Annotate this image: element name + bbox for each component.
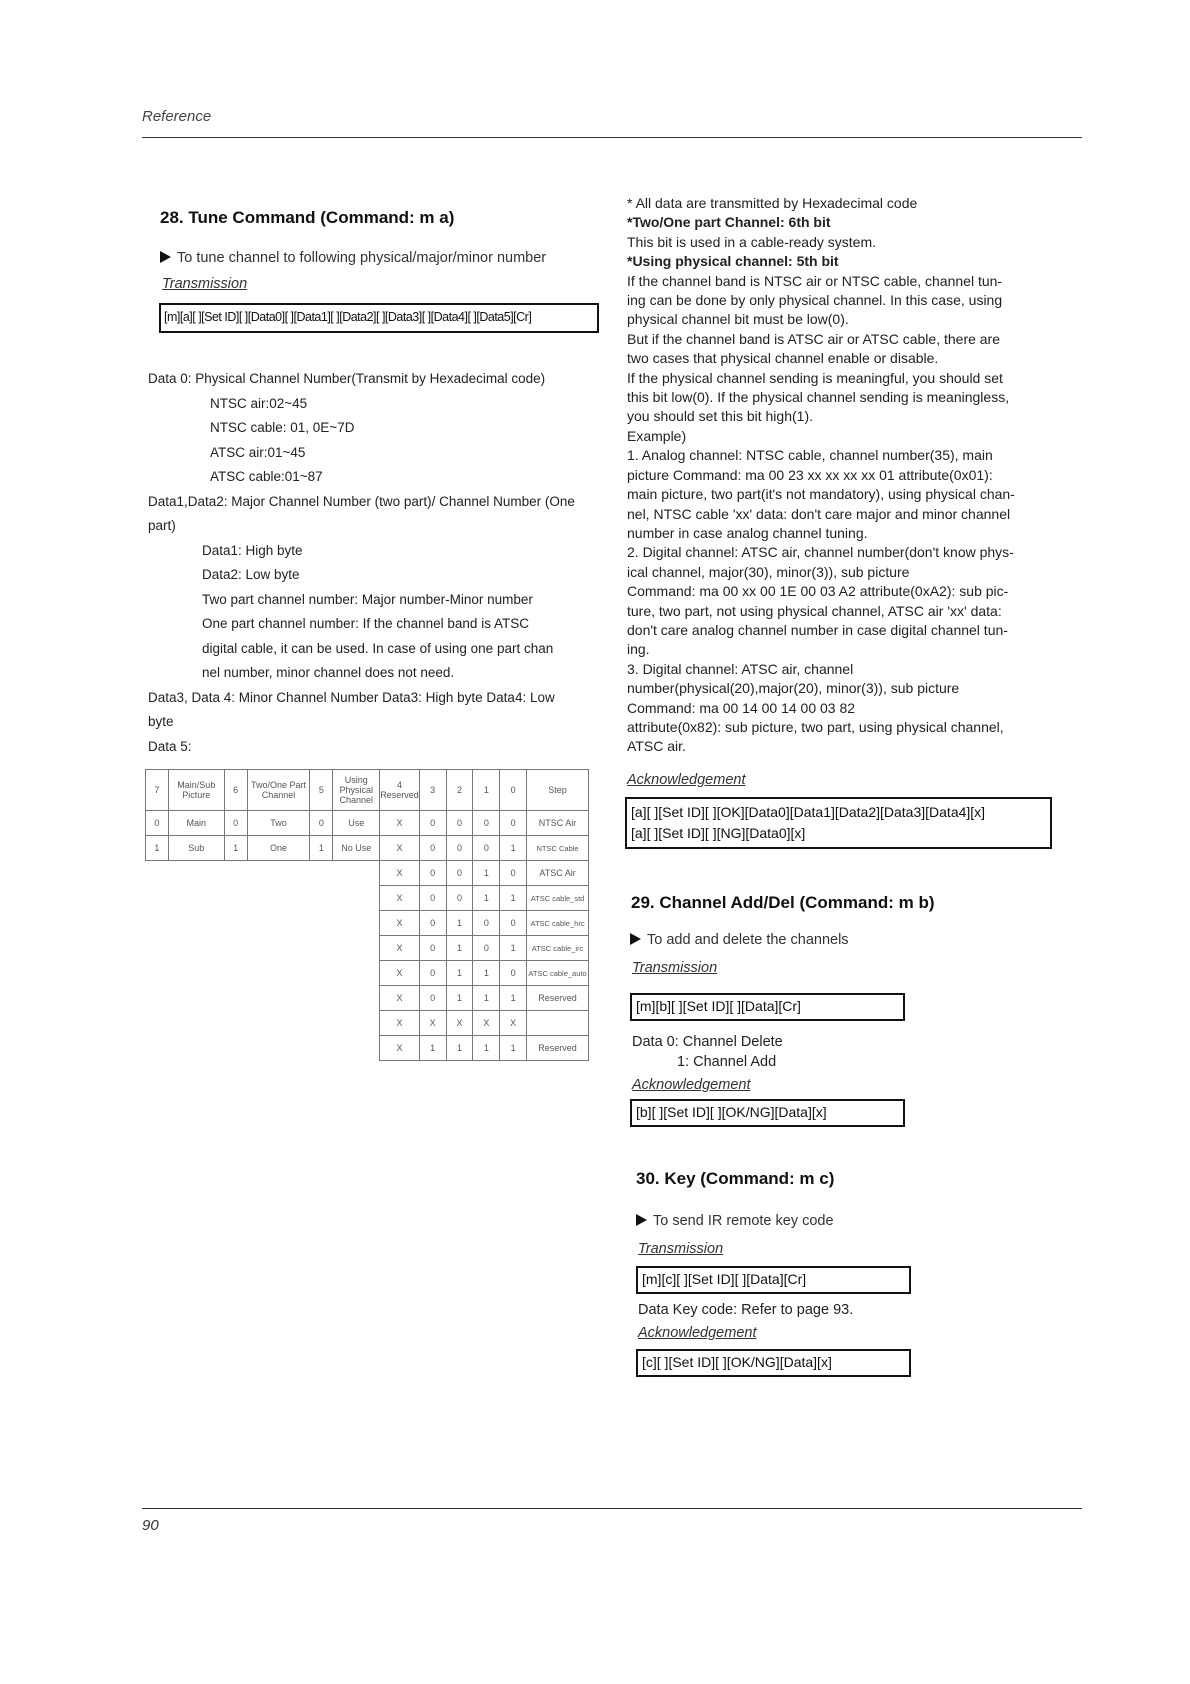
bit-table-cell [224,911,247,936]
data-line: Data 5: [148,738,192,754]
bit-table-cell [146,886,169,911]
bit-table-cell [224,861,247,886]
section-29-transmission-label: Transmission [632,960,718,976]
bit-table-cell: 1 [473,1036,500,1061]
note-line: Command: ma 00 14 00 14 00 03 82 [627,699,856,716]
bit-table-cell: 1 [446,936,473,961]
bit-table-cell [168,986,224,1011]
note-line: physical channel bit must be low(0). [627,311,849,328]
section-29-data-line1: Data 0: Channel Delete [632,1034,783,1050]
data-line: Data 0: Physical Channel Number(Transmit by Hexadecimal code) [148,371,546,386]
section-30-intro-text: To send IR remote key code [653,1213,834,1229]
bit-table-cell: X [500,1011,527,1036]
bit-table-header-cell: 7 [146,770,169,811]
bit-table-cell [247,961,310,986]
bit-table-cell [310,936,333,961]
bit-table-cell: 0 [473,936,500,961]
bit-table-header-cell: Step [527,770,589,811]
bit-table-cell: 1 [146,836,169,861]
footer-rule [142,1508,1082,1509]
bit-table-cell: 0 [146,811,169,836]
note-line: 3. Digital channel: ATSC air, channel [627,660,854,677]
bit-table-cell [333,961,380,986]
note-line: ture, two part, not using physical channel, ATSC air 'xx' data: [627,602,1002,619]
bit-table-cell: 1 [473,861,500,886]
data-line: Data1,Data2: Major Channel Number (two part)/ Channel Number (One [148,493,575,509]
bit-table-cell: X [380,886,420,911]
bit-table-cell [333,886,380,911]
data-line: digital cable, it can be used. In case of using one part chan [202,640,554,656]
section-29-data-line2: 1: Channel Add [677,1054,777,1070]
bit-table-cell: Reserved [527,986,589,1011]
bit-table-cell: 0 [419,986,446,1011]
bit-table-cell [168,886,224,911]
bit-table-cell: 0 [419,911,446,936]
bit-table-cell: Sub [168,836,224,861]
note-line: ical channel, major(30), minor(3)), sub picture [627,563,910,580]
bit-table-cell [333,936,380,961]
bit-table-cell: 0 [500,961,527,986]
bit-table-cell [146,961,169,986]
arrow-icon [636,1214,647,1226]
bit-table-cell: 0 [500,911,527,936]
bit-table-cell: 0 [446,811,473,836]
data-line: Data2: Low byte [202,567,300,582]
bit-table-cell [168,911,224,936]
section-30-ack-box: [c][ ][Set ID][ ][OK/NG][Data][x] [636,1349,911,1377]
section-28-transmission-label: Transmission [162,276,248,292]
bit-table-cell [168,1036,224,1061]
section-29-intro [630,932,849,948]
bit-table-cell [146,1036,169,1061]
bit-table-header-cell: 6 [224,770,247,811]
bit-table-cell [146,936,169,961]
arrow-icon [630,933,641,945]
bit-table-cell: X [380,811,420,836]
bit-table-row [146,911,589,936]
bit-table-header-cell: 2 [446,770,473,811]
bit-table-cell: 0 [446,861,473,886]
note-line: you should set this bit high(1). [627,408,813,425]
bit-table-row [146,961,589,986]
bit-table-cell: 0 [500,811,527,836]
bit-table-cell: Main [168,811,224,836]
section-29-transmission-box: [m][b][ ][Set ID][ ][Data][Cr] [630,993,905,1021]
note-line: picture Command: ma 00 23 xx xx xx xx 01 attribute(0x01): [627,466,993,483]
note-line: ATSC air. [627,738,686,755]
bit-table-cell [310,886,333,911]
bit-table-cell: 1 [500,1036,527,1061]
section-29-title: 29. Channel Add/Del (Command: m b) [631,893,935,912]
data-line: NTSC cable: 01, 0E~7D [210,420,355,435]
bit-table-cell: 1 [446,1036,473,1061]
note-line: main picture, two part(it's not mandatory), using physical chan- [627,486,1015,503]
bit-table-cell: 1 [224,836,247,861]
bit-table-cell [224,1036,247,1061]
bit-table-cell: 0 [446,886,473,911]
bit-table-cell [333,1011,380,1036]
note-line: If the physical channel sending is meaningful, you should set [627,369,1003,386]
bit-table-cell: 1 [473,886,500,911]
bit-table-cell [247,911,310,936]
bit-table-cell: 1 [500,986,527,1011]
bit-table-header-cell: 5 [310,770,333,811]
bit-table-cell: Use [333,811,380,836]
bit-table-row [146,1036,589,1061]
bit-table-cell [224,961,247,986]
bit-table-cell [224,1011,247,1036]
note-line: ing. [627,641,650,658]
bit-table-cell: X [380,986,420,1011]
bit-table-cell: NTSC Air [527,811,589,836]
page-number: 90 [142,1517,159,1534]
bit-table-header-cell: Using Physical Channel [333,770,380,811]
note-line: number(physical(20),major(20), minor(3)), sub picture [627,680,960,697]
bit-table-cell: 1 [446,986,473,1011]
bit-table-cell: 1 [446,911,473,936]
note-line: * All data are transmitted by Hexadecimal code [627,195,918,211]
bit-table-cell: 0 [473,911,500,936]
data-line: byte [148,714,174,729]
bit-table-row [146,811,589,836]
bit-table-header-cell: Main/Sub Picture [168,770,224,811]
note-line: If the channel band is NTSC air or NTSC cable, channel tun- [627,272,1003,289]
section-28-title: 28. Tune Command (Command: m a) [160,208,455,227]
bit-table-cell: X [380,911,420,936]
bit-table-row [146,836,589,861]
bit-table-header-row [146,770,589,811]
note-line: attribute(0x82): sub picture, two part, using physical channel, [627,718,1004,735]
note-line: This bit is used in a cable-ready system. [627,233,876,250]
note-line: ing can be done by only physical channel. In this case, using [627,292,1003,309]
section-29-ack-label: Acknowledgement [632,1077,751,1093]
data-line: Data3, Data 4: Minor Channel Number Data3: High byte Data4: Low [148,689,555,705]
bit-table-cell: 0 [224,811,247,836]
bit-table-cell: NTSC Cable [527,836,589,861]
note-line: two cases that physical channel enable or disable. [627,350,939,367]
data-line: Data1: High byte [202,542,303,558]
bit-table-cell: 1 [473,961,500,986]
bit-table-cell [146,986,169,1011]
bit-table-cell: X [380,1011,420,1036]
bit-table-cell [310,861,333,886]
bit-table-cell: 0 [446,836,473,861]
note-line: 1. Analog channel: NTSC cable, channel number(35), main [627,447,993,464]
bit-table-cell: 0 [500,861,527,886]
ack-28-label: Acknowledgement [627,772,746,788]
note-line: this bit low(0). If the physical channel sending is meaningless, [627,389,1010,406]
data-line: ATSC air:01~45 [210,444,306,460]
bit-table-cell [224,886,247,911]
section-30-transmission-label: Transmission [638,1241,724,1257]
bit-table-cell: Reserved [527,1036,589,1061]
bit-table-cell [247,986,310,1011]
bit-table [145,769,589,1061]
bit-table-cell [310,961,333,986]
header-title: Reference [142,108,212,125]
section-28-transmission-box: [m][a][ ][Set ID][ ][Data0][ ][Data1][ ][Data2][ ][Data3][ ][Data4][ ][Data5][Cr] [159,303,599,333]
bit-table-cell: 1 [446,961,473,986]
bit-table-cell [310,911,333,936]
bit-table-cell: ATSC cable_hrc [527,911,589,936]
bit-table-cell: X [419,1011,446,1036]
bit-table-cell: 1 [500,836,527,861]
bit-table-cell: X [380,861,420,886]
section-30-intro [636,1213,834,1229]
bit-table-cell: X [446,1011,473,1036]
ack-28-line2: [a][ ][Set ID][ ][NG][Data0][x] [631,825,806,841]
bit-table-cell: 0 [419,861,446,886]
note-line: *Two/One part Channel: 6th bit [627,214,831,231]
bit-table-row [146,986,589,1011]
bit-table-cell: ATSC cable_std [527,886,589,911]
bit-table-cell [168,936,224,961]
ack-28-line1: [a][ ][Set ID][ ][OK][Data0][Data1][Data2][Data3][Data4][x] [631,804,986,820]
bit-table-cell: 1 [310,836,333,861]
bit-table-cell [146,911,169,936]
section-30-title: 30. Key (Command: m c) [636,1169,835,1188]
bit-table-cell [168,961,224,986]
bit-table-header-cell: 3 [419,770,446,811]
header-rule [142,137,1082,138]
bit-table-cell [247,886,310,911]
bit-table-cell [146,861,169,886]
bit-table-cell: 0 [473,811,500,836]
bit-table-cell [247,1011,310,1036]
bit-table-cell: X [380,936,420,961]
section-28-data-block [148,367,598,759]
data-line: nel number, minor channel does not need. [202,665,455,680]
bit-table-header-cell: 0 [500,770,527,811]
bit-table-cell: 1 [500,936,527,961]
section-28-intro [160,250,546,266]
section-30-ack-label: Acknowledgement [638,1325,757,1341]
note-line: number in case analog channel tuning. [627,524,868,541]
bit-table-cell: 0 [419,886,446,911]
bit-table-cell [224,986,247,1011]
data-line: ATSC cable:01~87 [210,469,323,484]
bit-table-cell: 0 [310,811,333,836]
bit-table-cell [146,1011,169,1036]
bit-table-header-cell: Two/One Part Channel [247,770,310,811]
note-line: But if the channel band is ATSC air or ATSC cable, there are [627,330,1001,347]
bit-table-cell: 1 [500,886,527,911]
bit-table-cell: One [247,836,310,861]
bit-table-cell [333,861,380,886]
bit-table-cell [168,861,224,886]
bit-table-cell: X [380,836,420,861]
right-notes [627,194,1117,757]
section-30-data-line: Data Key code: Refer to page 93. [638,1302,854,1318]
bit-table-cell: No Use [333,836,380,861]
data-line: NTSC air:02~45 [210,395,308,411]
bit-table-cell [247,936,310,961]
note-line: don't care analog channel number in case digital channel tun- [627,621,1008,638]
note-line: nel, NTSC cable 'xx' data: don't care major and minor channel [627,505,1011,522]
note-line: Command: ma 00 xx 00 1E 00 03 A2 attribute(0xA2): sub pic- [627,583,1009,600]
bit-table-cell [333,986,380,1011]
bit-table-cell [168,1011,224,1036]
bit-table-cell [247,1036,310,1061]
arrow-icon [160,251,171,263]
bit-table-cell: 1 [419,1036,446,1061]
bit-table-cell: 0 [419,936,446,961]
bit-table-cell: X [473,1011,500,1036]
data-line: part) [148,518,176,533]
bit-table-cell: Two [247,811,310,836]
section-29-ack-box: [b][ ][Set ID][ ][OK/NG][Data][x] [630,1099,905,1127]
bit-table-row [146,886,589,911]
bit-table-cell [310,986,333,1011]
bit-table-cell [333,911,380,936]
bit-table-cell: 1 [473,986,500,1011]
note-line: Example) [627,427,687,444]
bit-table-cell [310,1036,333,1061]
bit-table-row [146,1011,589,1036]
bit-table-cell: 0 [473,836,500,861]
bit-table-cell: ATSC cable_irc [527,936,589,961]
data-line: One part channel number: If the channel band is ATSC [202,616,529,631]
bit-table-cell [224,936,247,961]
bit-table-cell: 0 [419,811,446,836]
section-30-transmission-box: [m][c][ ][Set ID][ ][Data][Cr] [636,1266,911,1294]
note-line: *Using physical channel: 5th bit [627,253,839,270]
ack-28-box [625,797,1052,849]
section-28-intro-text: To tune channel to following physical/major/minor number [177,250,547,266]
bit-table-header-cell: 1 [473,770,500,811]
bit-table-cell [310,1011,333,1036]
bit-table-cell [527,1011,589,1036]
bit-table-row [146,861,589,886]
bit-table-cell: 0 [419,961,446,986]
bit-table-cell: ATSC Air [527,861,589,886]
bit-table-header-cell: 4 Reserved [380,770,420,811]
note-line: 2. Digital channel: ATSC air, channel number(don't know phys- [627,544,1014,561]
section-29-intro-text: To add and delete the channels [647,932,849,948]
bit-table-cell: ATSC cable_auto [527,961,589,986]
bit-table-cell [333,1036,380,1061]
bit-table-cell [247,861,310,886]
bit-table-cell: 0 [419,836,446,861]
data-line: Two part channel number: Major number-Minor number [202,591,533,607]
bit-table-cell: X [380,961,420,986]
bit-table-cell: X [380,1036,420,1061]
bit-table-row [146,936,589,961]
